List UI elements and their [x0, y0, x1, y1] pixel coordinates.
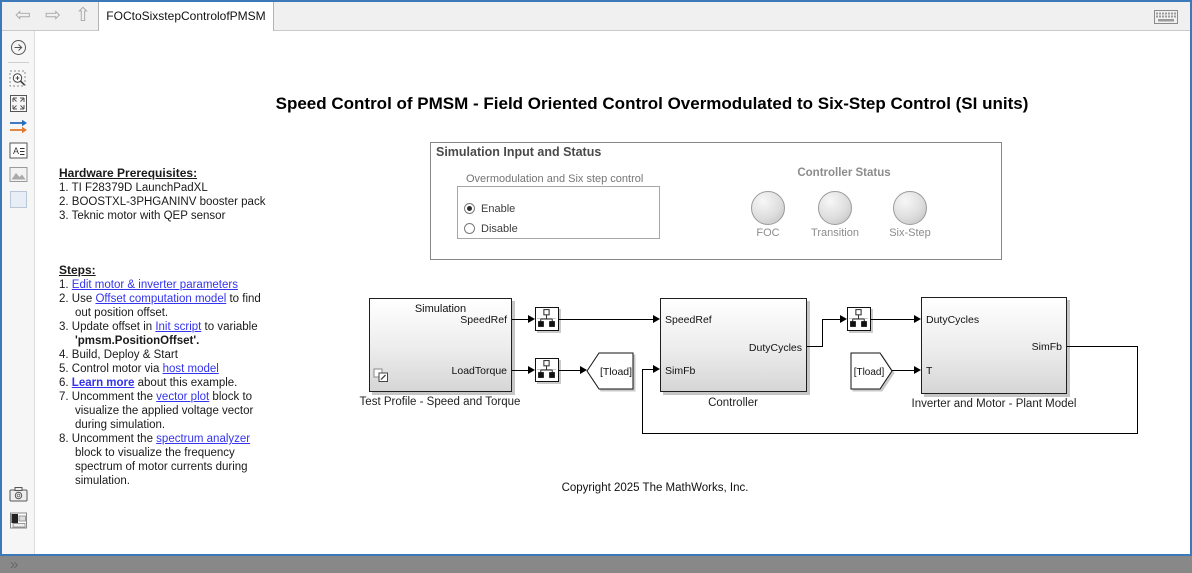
panel-title: Simulation Input and Status	[436, 145, 602, 159]
step-text: block to	[209, 391, 253, 403]
test-profile-caption: Test Profile - Speed and Torque	[359, 396, 521, 408]
controller-caption: Controller	[708, 397, 758, 409]
lamp-foc	[751, 191, 785, 225]
zoom-region-button[interactable]	[9, 70, 28, 89]
image-annotation-button[interactable]	[9, 165, 28, 184]
port-dutycycles-in: DutyCycles	[926, 314, 980, 326]
signal-wire[interactable]	[559, 319, 654, 321]
steps-annotation	[59, 263, 327, 488]
step-text: simulation.	[75, 475, 130, 487]
step-text: Update offset in	[71, 321, 156, 333]
inline-link[interactable]: Learn more	[71, 377, 135, 389]
from-tload-tag[interactable]	[850, 352, 893, 390]
signal-wire[interactable]	[559, 370, 581, 372]
screenshot-button[interactable]	[9, 485, 28, 504]
step-text: about this example.	[134, 377, 238, 389]
step-number: 6.	[59, 377, 72, 389]
signal-hierarchy-block[interactable]	[847, 307, 871, 331]
radio-disable[interactable]	[464, 219, 518, 233]
radio-enable[interactable]	[464, 199, 515, 213]
step-text: block to visualize the frequency	[75, 447, 235, 459]
svg-text:[Tload]: [Tload]	[853, 367, 885, 378]
step-item	[59, 362, 327, 376]
lamp-sixstep	[893, 191, 927, 225]
step-number: 7.	[59, 391, 72, 403]
variant-badge-icon	[373, 368, 389, 388]
controller-status-title: Controller Status	[797, 167, 891, 179]
test-profile-block[interactable]	[369, 298, 512, 392]
hardware-prerequisites	[59, 166, 329, 223]
signal-arrows-button[interactable]	[9, 117, 28, 136]
lamp-transition	[818, 191, 852, 225]
signal-wire[interactable]	[512, 370, 529, 372]
wire-arrowhead	[528, 366, 535, 374]
step-number: 2.	[59, 293, 72, 305]
step-item	[59, 292, 327, 320]
radio-enable-circle[interactable]	[464, 203, 475, 214]
copyright-text: Copyright 2025 The MathWorks, Inc.	[561, 482, 749, 494]
signal-wire[interactable]	[1067, 346, 1138, 348]
svg-text:[Tload]: [Tload]	[599, 366, 633, 378]
wire-arrowhead	[914, 366, 921, 374]
wire-arrowhead	[653, 365, 660, 373]
overmodulation-group-label: Overmodulation and Six step control	[463, 173, 646, 185]
inline-link[interactable]: Offset computation model	[95, 293, 227, 305]
step-text: visualize the applied voltage vector	[75, 405, 254, 417]
step-text: 'pmsm.PositionOffset'.	[75, 335, 200, 347]
step-number: 1.	[59, 279, 72, 291]
plant-caption: Inverter and Motor - Plant Model	[911, 398, 1077, 410]
lamp-transition-label: Transition	[811, 227, 859, 239]
port-simfb-in: SimFb	[665, 365, 696, 377]
wire-arrowhead	[840, 315, 847, 323]
left-palette	[2, 31, 35, 573]
model-tab[interactable]: FOCtoSixstepControlofPMSM	[98, 2, 274, 31]
step-number: 5.	[59, 363, 72, 375]
palette-divider	[8, 62, 29, 63]
goto-tload-tag[interactable]	[587, 352, 634, 390]
annotation-button[interactable]	[9, 141, 28, 160]
wire-arrowhead	[528, 315, 535, 323]
step-item	[59, 432, 327, 488]
port-speedref-in: SpeedRef	[665, 314, 712, 326]
back-button[interactable]: ⇦	[15, 5, 31, 26]
hardware-item: 2. BOOSTXL-3PHGANINV booster pack	[59, 196, 266, 208]
signal-wire[interactable]	[892, 370, 914, 372]
up-button[interactable]: ⇧	[75, 5, 91, 26]
expand-palette-button[interactable]: »	[10, 556, 19, 573]
step-item	[59, 320, 327, 348]
port-speedref-out: SpeedRef	[460, 314, 507, 326]
hardware-item: 3. Teknic motor with QEP sensor	[59, 210, 226, 222]
test-profile-inner-title: Simulation	[414, 303, 467, 315]
step-text: to find	[226, 293, 261, 305]
hide-browser-button[interactable]	[9, 38, 28, 57]
plant-block[interactable]	[921, 297, 1067, 394]
hardware-heading: Hardware Prerequisites:	[59, 166, 198, 180]
wire-arrowhead	[653, 315, 660, 323]
lamp-sixstep-label: Six-Step	[889, 227, 931, 239]
inline-link[interactable]: vector plot	[156, 391, 210, 403]
step-text: Control motor via	[71, 363, 163, 375]
step-item	[59, 390, 327, 432]
step-text: out position offset.	[75, 307, 169, 319]
step-text: during simulation.	[75, 419, 166, 431]
step-item	[59, 278, 327, 292]
signal-hierarchy-block[interactable]	[535, 307, 559, 331]
step-item	[59, 376, 327, 390]
radio-disable-label[interactable]: Disable	[481, 223, 518, 235]
step-text: Uncomment the	[71, 433, 157, 445]
signal-hierarchy-block[interactable]	[535, 358, 559, 382]
step-text: to variable	[201, 321, 258, 333]
model-data-button[interactable]	[9, 511, 28, 530]
steps-list	[59, 278, 327, 488]
steps-heading: Steps:	[59, 263, 96, 277]
signal-wire[interactable]	[822, 319, 840, 321]
wire-arrowhead	[914, 315, 921, 323]
forward-button[interactable]: ⇨	[45, 5, 61, 26]
signal-wire[interactable]	[822, 319, 824, 347]
port-simfb-out: SimFb	[1031, 341, 1062, 353]
signal-wire[interactable]	[871, 319, 914, 321]
area-annotation-button[interactable]	[9, 190, 28, 209]
wire-arrowhead	[580, 366, 587, 374]
step-number: 3.	[59, 321, 72, 333]
signal-wire[interactable]	[512, 319, 529, 321]
step-text: spectrum of motor currents during	[75, 461, 248, 473]
step-number: 4.	[59, 349, 72, 361]
model-title: Speed Control of PMSM - Field Oriented Control Overmodulated to Six-Step Control (SI units)	[275, 94, 1029, 113]
step-text: Use	[71, 293, 96, 305]
fit-to-view-button[interactable]	[9, 94, 28, 113]
controller-block[interactable]	[660, 298, 807, 392]
lamp-foc-label: FOC	[756, 227, 780, 239]
radio-enable-label[interactable]: Enable	[481, 203, 516, 215]
inline-link[interactable]: Init script	[155, 321, 202, 333]
signal-wire[interactable]	[642, 433, 1138, 435]
signal-wire[interactable]	[642, 369, 644, 434]
inline-link[interactable]: host model	[162, 363, 219, 375]
keyboard-icon[interactable]	[1154, 10, 1178, 29]
step-text: Uncomment the	[71, 391, 157, 403]
step-number: 8.	[59, 433, 72, 445]
inline-link[interactable]: Edit motor & inverter parameters	[71, 279, 238, 291]
radio-disable-circle[interactable]	[464, 223, 475, 234]
hardware-item: 1. TI F28379D LaunchPadXL	[59, 182, 208, 194]
port-t-in: T	[926, 365, 933, 377]
port-dutycycles-out: DutyCycles	[748, 342, 802, 354]
signal-wire[interactable]	[1137, 346, 1139, 434]
step-text: Build, Deploy & Start	[71, 349, 178, 361]
step-item	[59, 348, 327, 362]
port-loadtorque-out: LoadTorque	[451, 365, 507, 377]
svg-text:A: A	[13, 146, 20, 156]
inline-link[interactable]: spectrum analyzer	[156, 433, 251, 445]
